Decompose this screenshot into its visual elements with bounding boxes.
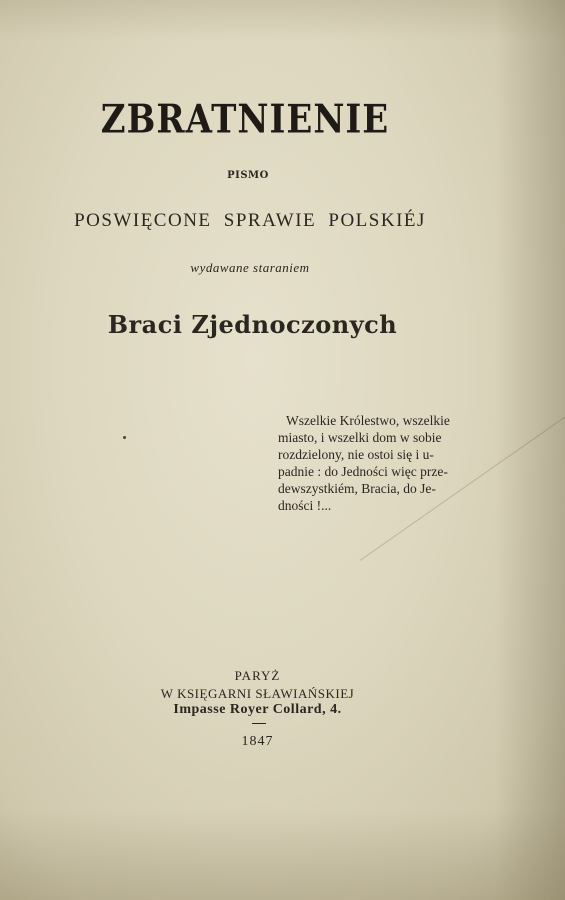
epigraph-line: dewszystkiém, Bracia, do Je- (278, 481, 436, 496)
epigraph-line: Wszelkie Królestwo, wszelkie (286, 413, 450, 428)
imprint-place: PARYŻ (234, 668, 281, 683)
editors-line: Braci Zjednoczonych (107, 310, 398, 339)
subtitle: POSWIĘCONE SPRAWIE POLSKIÉJ (74, 210, 426, 231)
imprint-publisher: W KSIĘGARNI SŁAWIAŃSKIEJ (160, 686, 355, 701)
paper-stain-top (0, 0, 565, 40)
script-line: wydawane staraniem (190, 260, 310, 275)
paper-stain-right (495, 0, 565, 900)
epigraph-line: dności !... (278, 498, 332, 513)
epigraph (278, 412, 450, 514)
epigraph-line: padnie : do Jedności więc prze- (278, 464, 448, 479)
paper-stain-bottom (0, 810, 565, 900)
epigraph-line: miasto, i wszelki dom w sobie (278, 430, 442, 445)
imprint-year: 1847 (241, 734, 274, 749)
imprint-rule (252, 723, 266, 724)
page-title: ZBRATNIENIE (100, 97, 390, 143)
ink-speck (123, 436, 126, 439)
pismo-label: PISMO (227, 170, 269, 181)
imprint-address: Impasse Royer Collard, 4. (173, 702, 342, 717)
epigraph-line: rozdzielony, nie ostoi się i u- (278, 447, 434, 462)
